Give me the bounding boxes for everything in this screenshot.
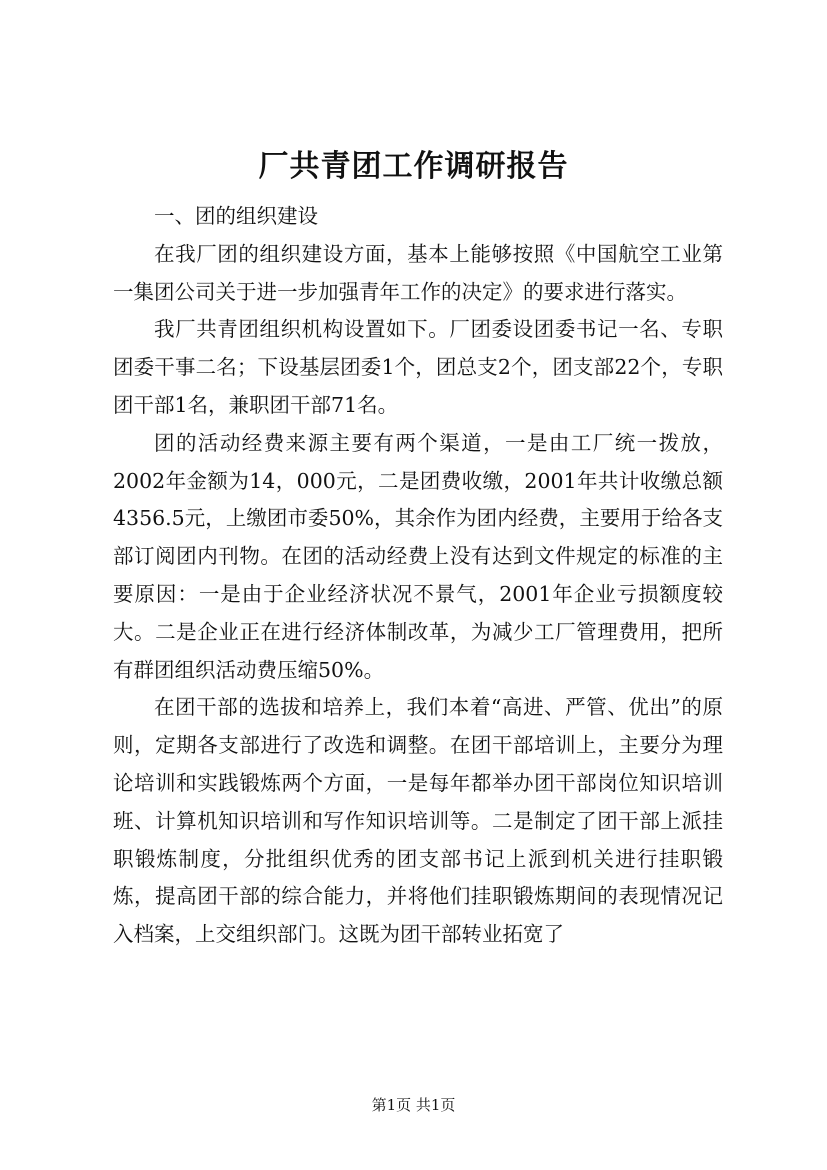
- section-heading: 一、团的组织建设: [154, 204, 318, 228]
- paragraph: 在团干部的选拔和培养上，我们本着“高进、严管、优出”的原则，定期各支部进行了改选和调整。在团干部培训上，主要分为理论培训和实践锻炼两个方面，一是每年都举办团干部岗位知识培训班、计算机知识培训和写作知识培训等。二是制定了团干部上派挂职锻炼制度，分批组织优秀的团支部书记上派到机关进行挂职锻炼，提高团干部的综合能力，并将他们挂职锻炼期间的表现情况记入档案，上交组织部门。这既为团干部转业拓宽了: [113, 695, 723, 947]
- document-title: 厂共青团工作调研报告: [258, 149, 569, 184]
- document-body: [113, 198, 723, 954]
- paragraph: 我厂共青团组织机构设置如下。厂团委设团委书记一名、专职团委干事二名；下设基层团委1个，团总支2个，团支部22个，专职团干部1名，兼职团干部71名。: [113, 317, 723, 417]
- page-footer: 第1页 共1页: [371, 1096, 456, 1114]
- paragraph: 团的活动经费来源主要有两个渠道，一是由工厂统一拨放，2002年金额为14，000元，二是团费收缴，2001年共计收缴总额4356.5元，上缴团市委50%，其余作为团内经费，主要用于给各支部订阅团内刊物。在团的活动经费上没有达到文件规定的标准的主要原因：一是由于企业经济状况不景气，2001年企业亏损额度较大。二是企业正在进行经济体制改革，为减少工厂管理费用，把所有群团组织活动费压缩50%。: [113, 430, 723, 682]
- paragraph: 在我厂团的组织建设方面，基本上能够按照《中国航空工业第一集团公司关于进一步加强青年工作的决定》的要求进行落实。: [113, 241, 723, 304]
